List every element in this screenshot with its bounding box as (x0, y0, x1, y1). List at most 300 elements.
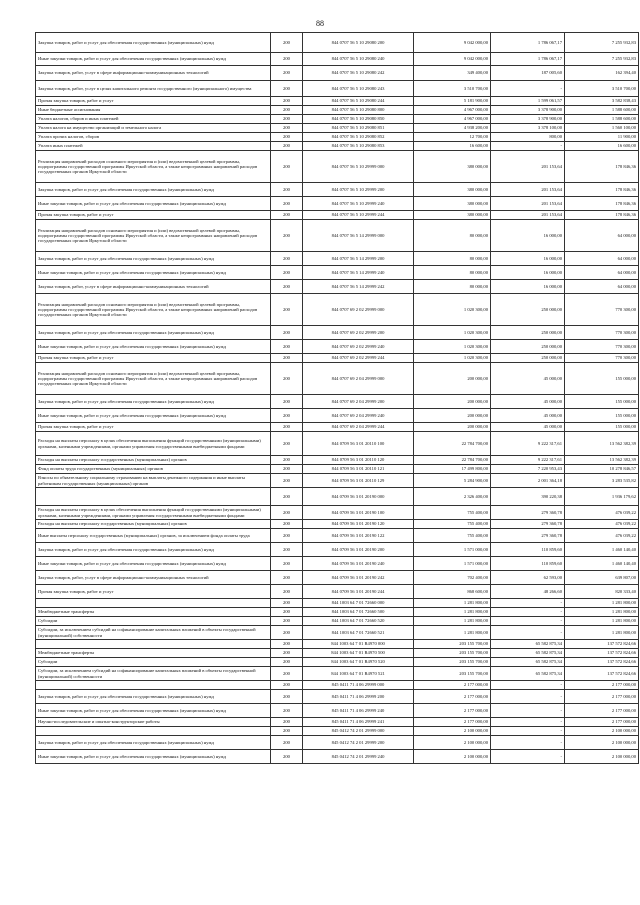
cell-v3: 1 936 179,62 (565, 488, 639, 506)
cell-kbk: 845 0412 74 2 01 29999 240 (303, 750, 414, 764)
cell-name: Взносы по обязательному социальному страхованию на выплаты денежного содержания и иные выплаты работникам государственных (муниципальных) органов (36, 474, 271, 488)
cell-name: Научно-исследовательские и опытно-конструкторские работы (36, 718, 271, 727)
cell-v2: 1 786 067,17 (491, 53, 565, 66)
cell-code: 200 (271, 626, 303, 640)
cell-v3: 2 177 000,00 (565, 718, 639, 727)
table-row (36, 640, 639, 649)
cell-v3: 1 460 140,40 (565, 543, 639, 557)
cell-name: Закупка товаров, работ, услуг в сфере информационно-коммуникационных технологий (36, 280, 271, 294)
cell-name: Уплата налога на имущество организаций и земельного налога (36, 124, 271, 133)
table-row (36, 667, 639, 681)
cell-code: 200 (271, 474, 303, 488)
cell-v1: 4 938 200,00 (414, 124, 491, 133)
cell-v1: 80 000,00 (414, 220, 491, 252)
cell-v1: 349 400,00 (414, 66, 491, 81)
cell-v3: 162 394,40 (565, 66, 639, 81)
cell-v1: 1 281 800,00 (414, 608, 491, 617)
cell-kbk: 844 0707 56 5 10 29999 200 (303, 183, 414, 197)
table-row (36, 690, 639, 704)
cell-v2: 201 153,64 (491, 151, 565, 183)
cell-v1: 1 571 000,00 (414, 557, 491, 571)
cell-kbk: 844 0707 69 2 02 29999 200 (303, 326, 414, 340)
cell-v2: 201 153,64 (491, 211, 565, 220)
cell-v2: - (491, 750, 565, 764)
cell-name: Расходы на выплаты персоналу в целях обеспечения выполнения функций государственными (муниципальными) органами, казенными учреждениями, органами управления государственными внебюджетными фондами (36, 432, 271, 456)
table-row (36, 658, 639, 667)
cell-v3: 770 300,00 (565, 326, 639, 340)
cell-kbk: 845 0412 74 2 01 29999 000 (303, 727, 414, 736)
table-row (36, 608, 639, 617)
cell-name: Иные закупки товаров, работ и услуг для обеспечения государственных (муниципальных) нужд (36, 409, 271, 423)
cell-v1: 755 400,00 (414, 506, 491, 520)
cell-v3: 178 846,36 (565, 211, 639, 220)
cell-kbk: 844 0709 56 3 01 20190 240 (303, 557, 414, 571)
cell-v1: 1 020 300,00 (414, 354, 491, 363)
cell-name: Закупка товаров, работ и услуг для обеспечения государственных (муниципальных) нужд (36, 736, 271, 750)
table-row (36, 81, 639, 97)
table-row (36, 681, 639, 690)
cell-v3: 1 281 800,00 (565, 626, 639, 640)
cell-name: Иные закупки товаров, работ и услуг для обеспечения государственных (муниципальных) нужд (36, 704, 271, 718)
cell-name: Субсидии, за исключением субсидий на софинансирование капитальных вложений в объекты государственной (муниципальной) собственности (36, 667, 271, 681)
budget-table (35, 32, 639, 764)
table-row (36, 294, 639, 326)
cell-code: 200 (271, 363, 303, 395)
cell-v2: 1 786 067,17 (491, 33, 565, 53)
cell-code: 200 (271, 326, 303, 340)
cell-v2: 2 001 364,18 (491, 474, 565, 488)
cell-v2: 110 859,60 (491, 557, 565, 571)
cell-v3: 178 846,36 (565, 183, 639, 197)
cell-name (36, 599, 271, 608)
cell-kbk: 844 0707 69 2 04 29999 240 (303, 409, 414, 423)
cell-name: Закупка товаров, работ и услуг для обеспечения государственных (муниципальных) нужд (36, 183, 271, 197)
cell-v1: 2 177 000,00 (414, 681, 491, 690)
cell-v3: 3 510 700,00 (565, 81, 639, 97)
cell-name: Закупка товаров, работ, услуг в сфере информационно-коммуникационных технологий (36, 66, 271, 81)
cell-name: Уплата прочих налогов, сборов (36, 133, 271, 142)
cell-code: 200 (271, 640, 303, 649)
cell-kbk: 844 0707 56 5 10 29080 850 (303, 115, 414, 124)
cell-code: 200 (271, 354, 303, 363)
cell-kbk: 844 1003 64 7 01 72660 521 (303, 626, 414, 640)
cell-v2: 45 000,00 (491, 409, 565, 423)
table-row (36, 395, 639, 409)
cell-v3: 3 582 838,43 (565, 97, 639, 106)
cell-kbk: 844 0707 56 5 10 29080 242 (303, 66, 414, 81)
cell-v1: 2 177 000,00 (414, 704, 491, 718)
cell-code: 200 (271, 690, 303, 704)
table-row (36, 33, 639, 53)
cell-name: Субсидии (36, 658, 271, 667)
cell-name: Иные закупки товаров, работ и услуг для обеспечения государственных (муниципальных) нужд (36, 340, 271, 354)
cell-v1: 1 020 300,00 (414, 326, 491, 340)
cell-name (36, 727, 271, 736)
cell-v1: 12 700,00 (414, 133, 491, 142)
cell-v3: 1 588 600,00 (565, 106, 639, 115)
cell-code: 200 (271, 617, 303, 626)
cell-v2: - (491, 608, 565, 617)
cell-name (36, 640, 271, 649)
table-row (36, 626, 639, 640)
table-row (36, 124, 639, 133)
cell-v3: 1 588 600,00 (565, 115, 639, 124)
cell-code: 200 (271, 115, 303, 124)
cell-kbk: 844 0707 56 5 14 29999 000 (303, 220, 414, 252)
cell-v1: 16 600,00 (414, 142, 491, 151)
cell-v3: 155 000,00 (565, 395, 639, 409)
cell-name: Расходы на выплаты персоналу государственных (муниципальных) органов (36, 520, 271, 529)
cell-v3: 476 039,22 (565, 529, 639, 543)
cell-v3: 820 333,40 (565, 585, 639, 599)
cell-v3: 2 177 000,00 (565, 690, 639, 704)
cell-v3: 137 572 824,66 (565, 658, 639, 667)
cell-v1: 1 571 000,00 (414, 543, 491, 557)
cell-v1: 22 784 700,00 (414, 456, 491, 465)
cell-kbk: 844 0709 56 3 01 20110 120 (303, 456, 414, 465)
cell-name: Прочая закупка товаров, работ и услуг (36, 97, 271, 106)
cell-kbk: 844 1003 64 7 01 72660 000 (303, 599, 414, 608)
cell-name (36, 488, 271, 506)
cell-v3: 137 572 824,66 (565, 640, 639, 649)
cell-v1: 200 000,00 (414, 363, 491, 395)
cell-name: Расходы на выплаты персоналу государственных (муниципальных) органов (36, 456, 271, 465)
cell-kbk: 844 0709 56 3 01 20190 242 (303, 571, 414, 585)
cell-name: Прочая закупка товаров, работ и услуг (36, 211, 271, 220)
table-row (36, 53, 639, 66)
cell-kbk: 845 0411 71 4 06 29999 240 (303, 704, 414, 718)
cell-v2: 16 000,00 (491, 220, 565, 252)
table-row (36, 133, 639, 142)
cell-v3: 137 572 824,66 (565, 649, 639, 658)
table-row (36, 704, 639, 718)
cell-v3: 13 562 382,39 (565, 456, 639, 465)
cell-kbk: 844 1003 64 7 01 72660 520 (303, 617, 414, 626)
cell-v1: 1 281 800,00 (414, 626, 491, 640)
cell-name: Иные закупки товаров, работ и услуг для обеспечения государственных (муниципальных) нужд (36, 557, 271, 571)
cell-v1: 1 020 300,00 (414, 294, 491, 326)
cell-code: 200 (271, 658, 303, 667)
cell-name: Реализация направлений расходов основного мероприятия и (или) ведомственной целевой программы, подпрограммы государственной программы Иркутской области, а также непрограммных направлений расходов государственных органов Иркутской области (36, 363, 271, 395)
cell-code: 200 (271, 736, 303, 750)
cell-code: 200 (271, 456, 303, 465)
cell-v3: 476 039,22 (565, 506, 639, 520)
cell-name: Закупка товаров, работ и услуг для обеспечения государственных (муниципальных) нужд (36, 395, 271, 409)
cell-name: Иные закупки товаров, работ и услуг для обеспечения государственных (муниципальных) нужд (36, 750, 271, 764)
cell-code: 200 (271, 81, 303, 97)
cell-name: Уплата налогов, сборов и иных платежей (36, 115, 271, 124)
cell-name: Закупка товаров, работ и услуг для обеспечения государственных (муниципальных) нужд (36, 252, 271, 266)
cell-code: 200 (271, 280, 303, 294)
table-row (36, 106, 639, 115)
cell-v2: 250 000,00 (491, 326, 565, 340)
cell-v1: 17 499 800,00 (414, 465, 491, 474)
table-row (36, 585, 639, 599)
cell-v2: 279 360,78 (491, 506, 565, 520)
cell-code: 200 (271, 151, 303, 183)
cell-code: 200 (271, 488, 303, 506)
cell-kbk: 844 0709 56 3 01 20190 100 (303, 506, 414, 520)
cell-v2: 48 266,60 (491, 585, 565, 599)
cell-v1: 2 177 000,00 (414, 690, 491, 704)
cell-v3: 2 100 000,00 (565, 727, 639, 736)
cell-v3: 770 300,00 (565, 354, 639, 363)
cell-name: Иные выплаты персоналу государственных (муниципальных) органов, за исключением фонда оплаты труда (36, 529, 271, 543)
cell-code: 200 (271, 543, 303, 557)
table-row (36, 142, 639, 151)
cell-v3: 11 900,00 (565, 133, 639, 142)
cell-name: Фонд оплаты труда государственных (муниципальных) органов (36, 465, 271, 474)
cell-v1: 22 784 700,00 (414, 432, 491, 456)
cell-v3: 2 100 000,00 (565, 750, 639, 764)
cell-name: Закупка товаров, работ и услуг для обеспечения государственных (муниципальных) нужд (36, 33, 271, 53)
cell-kbk: 845 0411 71 4 06 29999 241 (303, 718, 414, 727)
table-row (36, 280, 639, 294)
cell-name: Закупка товаров, работ и услуг для обеспечения государственных (муниципальных) нужд (36, 326, 271, 340)
cell-v2: 9 222 317,61 (491, 456, 565, 465)
cell-v1: 2 100 000,00 (414, 736, 491, 750)
table-row (36, 211, 639, 220)
cell-kbk: 844 1003 64 7 01 R4970 000 (303, 640, 414, 649)
table-row (36, 520, 639, 529)
cell-v3: 10 278 846,57 (565, 465, 639, 474)
cell-v2: - (491, 681, 565, 690)
cell-code: 200 (271, 294, 303, 326)
cell-name: Закупка товаров, работ, услуг в сфере информационно-коммуникационных технологий (36, 571, 271, 585)
cell-v3: 13 562 382,39 (565, 432, 639, 456)
cell-v3: 1 560 100,00 (565, 124, 639, 133)
table-row (36, 599, 639, 608)
cell-name: Межбюджетные трансферты (36, 649, 271, 658)
table-row (36, 115, 639, 124)
cell-v1: 702 400,00 (414, 571, 491, 585)
cell-v1: 203 155 700,00 (414, 667, 491, 681)
cell-name: Прочая закупка товаров, работ и услуг (36, 585, 271, 599)
cell-v1: 4 967 000,00 (414, 115, 491, 124)
table-row (36, 718, 639, 727)
cell-code: 200 (271, 133, 303, 142)
cell-v1: 1 281 800,00 (414, 617, 491, 626)
cell-v1: 380 000,00 (414, 183, 491, 197)
cell-v2: 800,00 (491, 133, 565, 142)
cell-v1: 380 000,00 (414, 211, 491, 220)
table-row (36, 474, 639, 488)
table-row (36, 506, 639, 520)
cell-v2: 3 378 900,00 (491, 106, 565, 115)
table-row (36, 543, 639, 557)
cell-code: 200 (271, 220, 303, 252)
cell-code: 200 (271, 266, 303, 280)
table-row (36, 557, 639, 571)
table-row (36, 423, 639, 432)
cell-v1: 4 967 000,00 (414, 106, 491, 115)
cell-kbk: 844 0707 69 2 04 29999 000 (303, 363, 414, 395)
cell-code: 200 (271, 211, 303, 220)
cell-code: 200 (271, 124, 303, 133)
cell-code: 200 (271, 608, 303, 617)
cell-kbk: 844 0707 56 5 14 29999 200 (303, 252, 414, 266)
cell-v2: 65 582 875,34 (491, 667, 565, 681)
cell-v1: 80 000,00 (414, 280, 491, 294)
cell-code: 200 (271, 340, 303, 354)
cell-v3: 2 177 000,00 (565, 704, 639, 718)
cell-kbk: 844 0709 56 3 01 20110 121 (303, 465, 414, 474)
cell-name: Иные закупки товаров, работ и услуг для обеспечения государственных (муниципальных) нужд (36, 266, 271, 280)
cell-kbk: 844 0707 56 5 10 29999 000 (303, 151, 414, 183)
cell-name: Прочая закупка товаров, работ и услуг (36, 423, 271, 432)
cell-v1: 80 000,00 (414, 252, 491, 266)
table-row (36, 617, 639, 626)
cell-v2: 201 153,64 (491, 197, 565, 211)
cell-v2: - (491, 617, 565, 626)
cell-kbk: 844 0707 56 5 10 29999 244 (303, 211, 414, 220)
cell-v3: 2 100 000,00 (565, 736, 639, 750)
cell-v1: 200 000,00 (414, 409, 491, 423)
cell-name: Субсидии, за исключением субсидий на софинансирование капитальных вложений в объекты государственной (муниципальной) собственности (36, 626, 271, 640)
cell-v2: 279 360,78 (491, 529, 565, 543)
table-row (36, 326, 639, 340)
cell-kbk: 844 0709 56 3 01 20110 100 (303, 432, 414, 456)
cell-name: Прочая закупка товаров, работ и услуг (36, 354, 271, 363)
cell-kbk: 844 0707 69 2 04 29999 200 (303, 395, 414, 409)
cell-v1: 3 510 700,00 (414, 81, 491, 97)
cell-v1: 200 000,00 (414, 423, 491, 432)
cell-v3: 1 281 800,00 (565, 608, 639, 617)
cell-name: Расходы на выплаты персоналу в целях обеспечения выполнения функций государственными (муниципальными) органами, казенными учреждениями, органами управления государственными внебюджетными фондами (36, 506, 271, 520)
cell-kbk: 844 0709 56 3 01 20190 244 (303, 585, 414, 599)
cell-kbk: 844 1003 64 7 01 R4970 500 (303, 649, 414, 658)
table-row (36, 252, 639, 266)
cell-kbk: 844 0707 56 5 10 29080 851 (303, 124, 414, 133)
cell-code: 200 (271, 252, 303, 266)
cell-v1: 2 326 400,00 (414, 488, 491, 506)
cell-v3: 7 255 932,83 (565, 33, 639, 53)
table-row (36, 432, 639, 456)
cell-kbk: 844 0707 56 5 14 29999 242 (303, 280, 414, 294)
cell-v1: 9 042 000,00 (414, 33, 491, 53)
cell-v2: 390 220,38 (491, 488, 565, 506)
cell-kbk: 844 0707 56 5 10 29080 852 (303, 133, 414, 142)
cell-v1: 868 600,00 (414, 585, 491, 599)
cell-code: 200 (271, 106, 303, 115)
cell-v2: 9 222 317,61 (491, 432, 565, 456)
cell-v3: 155 000,00 (565, 363, 639, 395)
cell-code: 200 (271, 506, 303, 520)
cell-v1: 755 400,00 (414, 520, 491, 529)
cell-v2: 65 582 875,34 (491, 649, 565, 658)
cell-v1: 380 000,00 (414, 197, 491, 211)
cell-v3: 2 177 000,00 (565, 681, 639, 690)
cell-code: 200 (271, 395, 303, 409)
cell-kbk: 844 0709 56 3 01 20190 000 (303, 488, 414, 506)
cell-v2: 45 000,00 (491, 363, 565, 395)
table-row (36, 66, 639, 81)
table-row (36, 465, 639, 474)
table-row (36, 363, 639, 395)
cell-name: Закупка товаров, работ и услуг для обеспечения государственных (муниципальных) нужд (36, 543, 271, 557)
cell-v3: 476 039,22 (565, 520, 639, 529)
cell-name: Закупка товаров, работ, услуг в целях капитального ремонта государственного (муниципального) имущества (36, 81, 271, 97)
cell-v2: 45 000,00 (491, 423, 565, 432)
cell-v1: 2 177 000,00 (414, 718, 491, 727)
cell-v3: 1 460 140,40 (565, 557, 639, 571)
cell-kbk: 844 0707 56 5 10 29080 244 (303, 97, 414, 106)
cell-kbk: 844 0707 56 5 14 29999 240 (303, 266, 414, 280)
cell-kbk: 844 0707 69 2 02 29999 000 (303, 294, 414, 326)
table-row (36, 220, 639, 252)
table-row (36, 736, 639, 750)
cell-code: 200 (271, 465, 303, 474)
cell-name: Закупка товаров, работ и услуг для обеспечения государственных (муниципальных) нужд (36, 690, 271, 704)
cell-v3: 770 300,00 (565, 294, 639, 326)
table-row (36, 727, 639, 736)
cell-code: 200 (271, 183, 303, 197)
cell-code: 200 (271, 197, 303, 211)
cell-v1: 5 284 900,00 (414, 474, 491, 488)
cell-v2: - (491, 626, 565, 640)
cell-kbk: 845 0411 71 4 06 29999 000 (303, 681, 414, 690)
cell-name: Уплата иных платежей (36, 142, 271, 151)
table-row (36, 97, 639, 106)
cell-v2: 3 378 100,00 (491, 124, 565, 133)
table-row (36, 750, 639, 764)
cell-kbk: 844 1003 64 7 01 R4970 521 (303, 667, 414, 681)
cell-v1: 200 000,00 (414, 395, 491, 409)
cell-v1: 203 155 700,00 (414, 640, 491, 649)
table-row (36, 649, 639, 658)
cell-v2: - (491, 718, 565, 727)
table-row (36, 456, 639, 465)
cell-kbk: 844 0707 56 5 10 29080 800 (303, 106, 414, 115)
cell-code: 200 (271, 66, 303, 81)
cell-v1: 203 155 700,00 (414, 658, 491, 667)
table-row (36, 266, 639, 280)
cell-code: 200 (271, 750, 303, 764)
cell-v2: - (491, 142, 565, 151)
cell-code: 200 (271, 53, 303, 66)
cell-v2: 3 378 900,00 (491, 115, 565, 124)
cell-v3: 1 281 800,00 (565, 617, 639, 626)
cell-v3: 155 000,00 (565, 423, 639, 432)
cell-code: 200 (271, 727, 303, 736)
cell-kbk: 844 0709 56 3 01 20190 200 (303, 543, 414, 557)
cell-v2: 201 153,64 (491, 183, 565, 197)
cell-code: 200 (271, 649, 303, 658)
cell-kbk: 844 0707 56 5 10 29080 240 (303, 53, 414, 66)
table-row (36, 409, 639, 423)
cell-name: Иные бюджетные ассигнования (36, 106, 271, 115)
cell-code: 200 (271, 520, 303, 529)
cell-kbk: 844 0707 56 5 10 29080 853 (303, 142, 414, 151)
cell-v1: 2 100 000,00 (414, 750, 491, 764)
cell-code: 200 (271, 97, 303, 106)
cell-kbk: 844 0709 56 3 01 20190 122 (303, 529, 414, 543)
cell-code: 200 (271, 557, 303, 571)
cell-code: 200 (271, 585, 303, 599)
table-row (36, 571, 639, 585)
cell-name: Межбюджетные трансферты (36, 608, 271, 617)
cell-v3: 64 000,00 (565, 220, 639, 252)
cell-v2: - (491, 727, 565, 736)
table-row (36, 151, 639, 183)
cell-v2: 187 005,60 (491, 66, 565, 81)
cell-name: Реализация направлений расходов основного мероприятия и (или) ведомственной целевой программы, подпрограммы государственной программы Иркутской области, а также непрограммных направлений расходов государственных органов Иркутской области (36, 220, 271, 252)
cell-kbk: 845 0412 74 2 01 29999 200 (303, 736, 414, 750)
cell-code: 200 (271, 704, 303, 718)
cell-v3: 16 600,00 (565, 142, 639, 151)
cell-kbk: 845 0411 71 4 06 29999 200 (303, 690, 414, 704)
page-number: 88 (316, 19, 324, 28)
